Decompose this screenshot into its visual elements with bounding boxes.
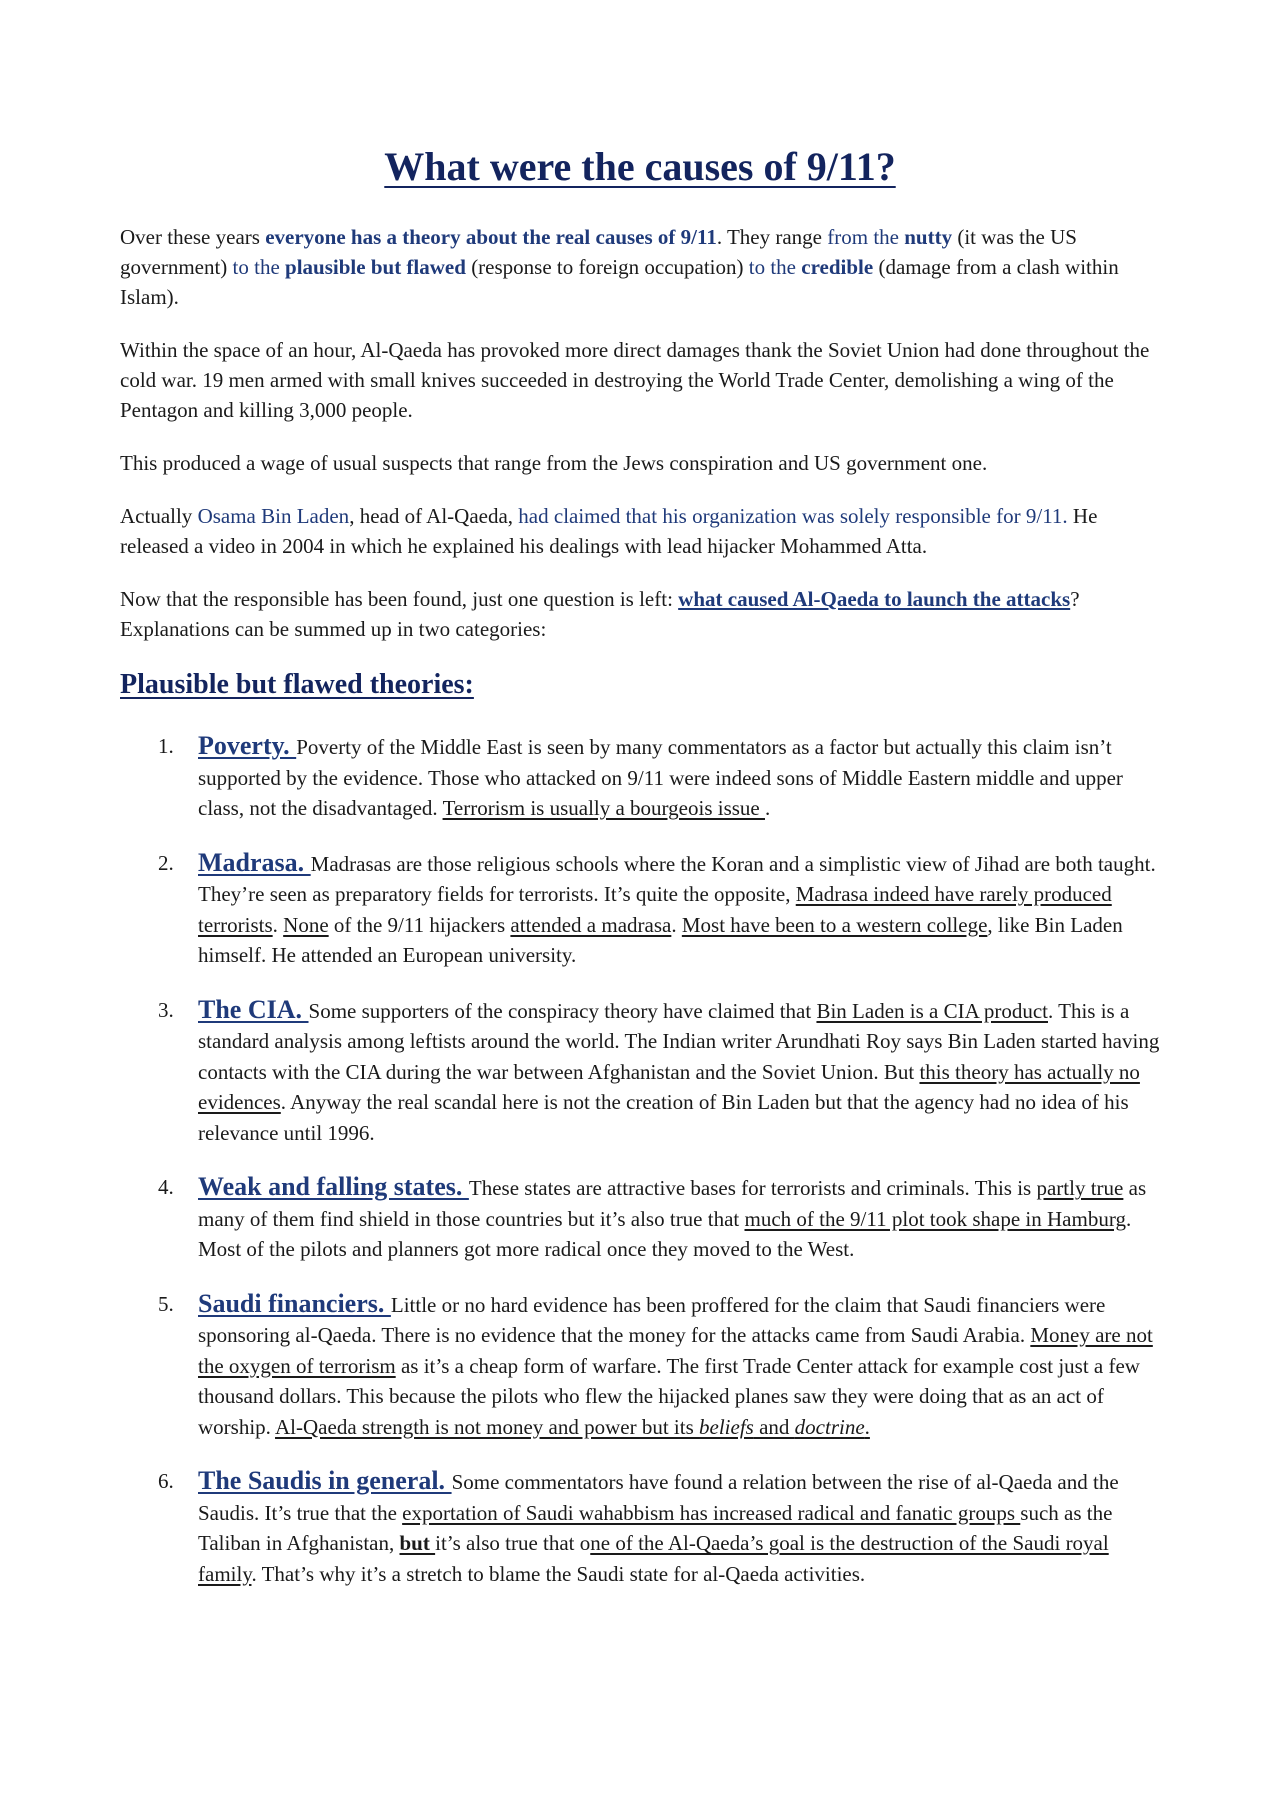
underlined-text: ne of the Al-Qaeda’s goal is the destruction of the Saudi royal family (198, 1531, 1109, 1586)
text: it’s also true that o (435, 1531, 591, 1555)
text: (response to foreign occupation) (465, 255, 749, 279)
text: (it was the US government) (120, 225, 1077, 279)
text: . That’s why it’s a stretch to blame the Saudi state for al-Qaeda activities. (251, 1561, 866, 1586)
text: . Anyway the real scandal here is not the creation of Bin Laden but that the agency had no idea of his relevance until 1996. (198, 1090, 1129, 1145)
emphasis-text: what caused Al-Qaeda to launch the attacks (678, 587, 1071, 611)
text: of the 9/11 hijackers (328, 912, 511, 937)
text: . (671, 912, 682, 937)
list-number: 5. (158, 1291, 174, 1316)
underlined-text: . (864, 1414, 870, 1439)
text: , like Bin Laden himself. He attended an European university. (198, 912, 1123, 967)
underlined-italic-text: doctrine (794, 1414, 865, 1439)
text: . This is a standard analysis among leftists around the world. The Indian writer Arundhati Roy says Bin Laden started having contacts with the CIA during the war between Afghanistan and the Soviet Union. But (198, 998, 1160, 1084)
text: Poverty of the Middle East is seen by many commentators as a factor but actually this claim isn’t supported by the evidence. Those who attacked on 9/11 were indeed sons of Middle Eastern middle and upper class, not the disadvantaged. (198, 735, 1123, 820)
emphasis-text: credible (796, 255, 874, 279)
text: Now that the responsible has been found, just one question is left: (120, 587, 679, 611)
text: (damage from a clash within Islam). (120, 255, 1119, 309)
text: . (272, 912, 284, 937)
emphasis-text: nutty (898, 225, 953, 249)
text: He released a video in 2004 in which he explained his dealings with lead hijacker Mohammed Atta. (120, 504, 1098, 558)
item-heading: The Saudis in general. (198, 1466, 452, 1495)
intro-paragraph-2: Within the space of an hour, Al-Qaeda has provoked more direct damages thank the Soviet Union had done throughout the cold war. 19 men armed with small knives succeeded in destroying the World Trade Center, demolishing a wing of the Pentagon and killing 3,000 people. (120, 338, 1150, 422)
theories-list (120, 731, 1160, 1589)
text: Actually (120, 504, 198, 528)
document-page (120, 142, 1160, 1613)
underlined-text: Madrasa indeed have rarely produced terrorists (198, 882, 1112, 937)
underlined-italic-text: beliefs (699, 1414, 754, 1439)
emphasis-text: from the (827, 225, 899, 249)
underlined-text: attended a madrasa (510, 912, 672, 937)
underlined-text: exportation of Saudi wahabbism has increased radical and fanatic groups (402, 1500, 1021, 1525)
text: . Most of the pilots and planners got more radical once they moved to the West. (198, 1206, 1132, 1261)
item-heading: Poverty. (198, 731, 297, 760)
text: as many of them find shield in those countries but it’s also true that (198, 1176, 1147, 1231)
text: Some commentators have found a relation between the rise of al-Qaeda and the Saudis. It’s true that the (198, 1470, 1119, 1525)
underlined-text: much of the 9/11 plot took shape in Hamburg (744, 1206, 1126, 1231)
list-number: 6. (158, 1469, 174, 1493)
item-heading: Saudi financiers. (198, 1288, 391, 1318)
emphasis-text: to the (748, 255, 797, 279)
text: such as the Taliban in Afghanistan, (198, 1500, 1113, 1555)
emphasis-text: to the (232, 255, 280, 279)
emphasis-text: had claimed that his organization was solely responsible for 9/11. (518, 504, 1068, 528)
underlined-text: Al-Qaeda strength is not money and power but its (275, 1414, 700, 1439)
text: . They range (716, 225, 828, 249)
list-number: 4. (158, 1175, 174, 1199)
text: Some supporters of the conspiracy theory have claimed that (308, 998, 817, 1023)
item-heading: Madrasa. (198, 847, 311, 877)
underlined-text: and (753, 1414, 795, 1439)
intro-paragraph-4 (120, 501, 1160, 561)
list-number: 2. (158, 850, 174, 875)
list-item (120, 1172, 1160, 1265)
text: These states are attractive bases for terrorists and criminals. This is (468, 1176, 1037, 1200)
text: , head of Al-Qaeda, (349, 504, 519, 528)
list-item (120, 1466, 1160, 1589)
underlined-text: Most have been to a western college (681, 912, 988, 937)
list-item (120, 731, 1160, 824)
list-item (120, 995, 1160, 1149)
underlined-text: this theory has actually no evidences (198, 1059, 1140, 1114)
list-number: 1. (158, 734, 174, 758)
underlined-text: None (283, 912, 329, 937)
text: Over these years (120, 225, 266, 249)
underlined-bold-text: but (399, 1531, 436, 1555)
text: ? Explanations can be summed up in two categories: (120, 587, 1080, 641)
text: Madrasas are those religious schools where the Koran and a simplistic view of Jihad are both taught. They’re seen as preparatory fields for terrorists. It’s quite the opposite, (198, 851, 1156, 906)
intro-paragraph-1 (120, 222, 1160, 312)
item-heading: The CIA. (198, 994, 309, 1024)
underlined-text: Bin Laden is a CIA product (816, 998, 1048, 1023)
text: . (765, 796, 771, 820)
underlined-text: Terrorism is usually a bourgeois issue (442, 796, 765, 820)
text: Little or no hard evidence has been proffered for the claim that Saudi financiers were sponsoring al-Qaeda. There is no evidence that the money for the attacks came from Saudi Arabia. (198, 1292, 1106, 1347)
text: as it’s a cheap form of warfare. The first Trade Center attack for example cost just a few thousand dollars. This because the pilots who flew the hijacked planes saw they were doing that as an act of worship. (198, 1353, 1140, 1439)
section-heading: Plausible but flawed theories: (120, 669, 474, 700)
list-item (120, 1289, 1160, 1443)
emphasis-text: Osama Bin Laden (197, 504, 350, 528)
list-number: 3. (158, 997, 174, 1022)
page-title: What were the causes of 9/11? (384, 144, 896, 189)
intro-paragraph-5 (120, 584, 1160, 644)
list-item (120, 848, 1160, 971)
underlined-text: partly true (1036, 1176, 1124, 1200)
intro-paragraph-3: This produced a wage of usual suspects that range from the Jews conspiration and US government one. (120, 451, 988, 475)
underlined-text: Money are not the oxygen of terrorism (198, 1323, 1153, 1378)
emphasis-text: everyone has a theory about the real causes of 9/11 (265, 225, 717, 249)
item-heading: Weak and falling states. (198, 1172, 469, 1201)
emphasis-text: plausible but flawed (279, 255, 466, 279)
